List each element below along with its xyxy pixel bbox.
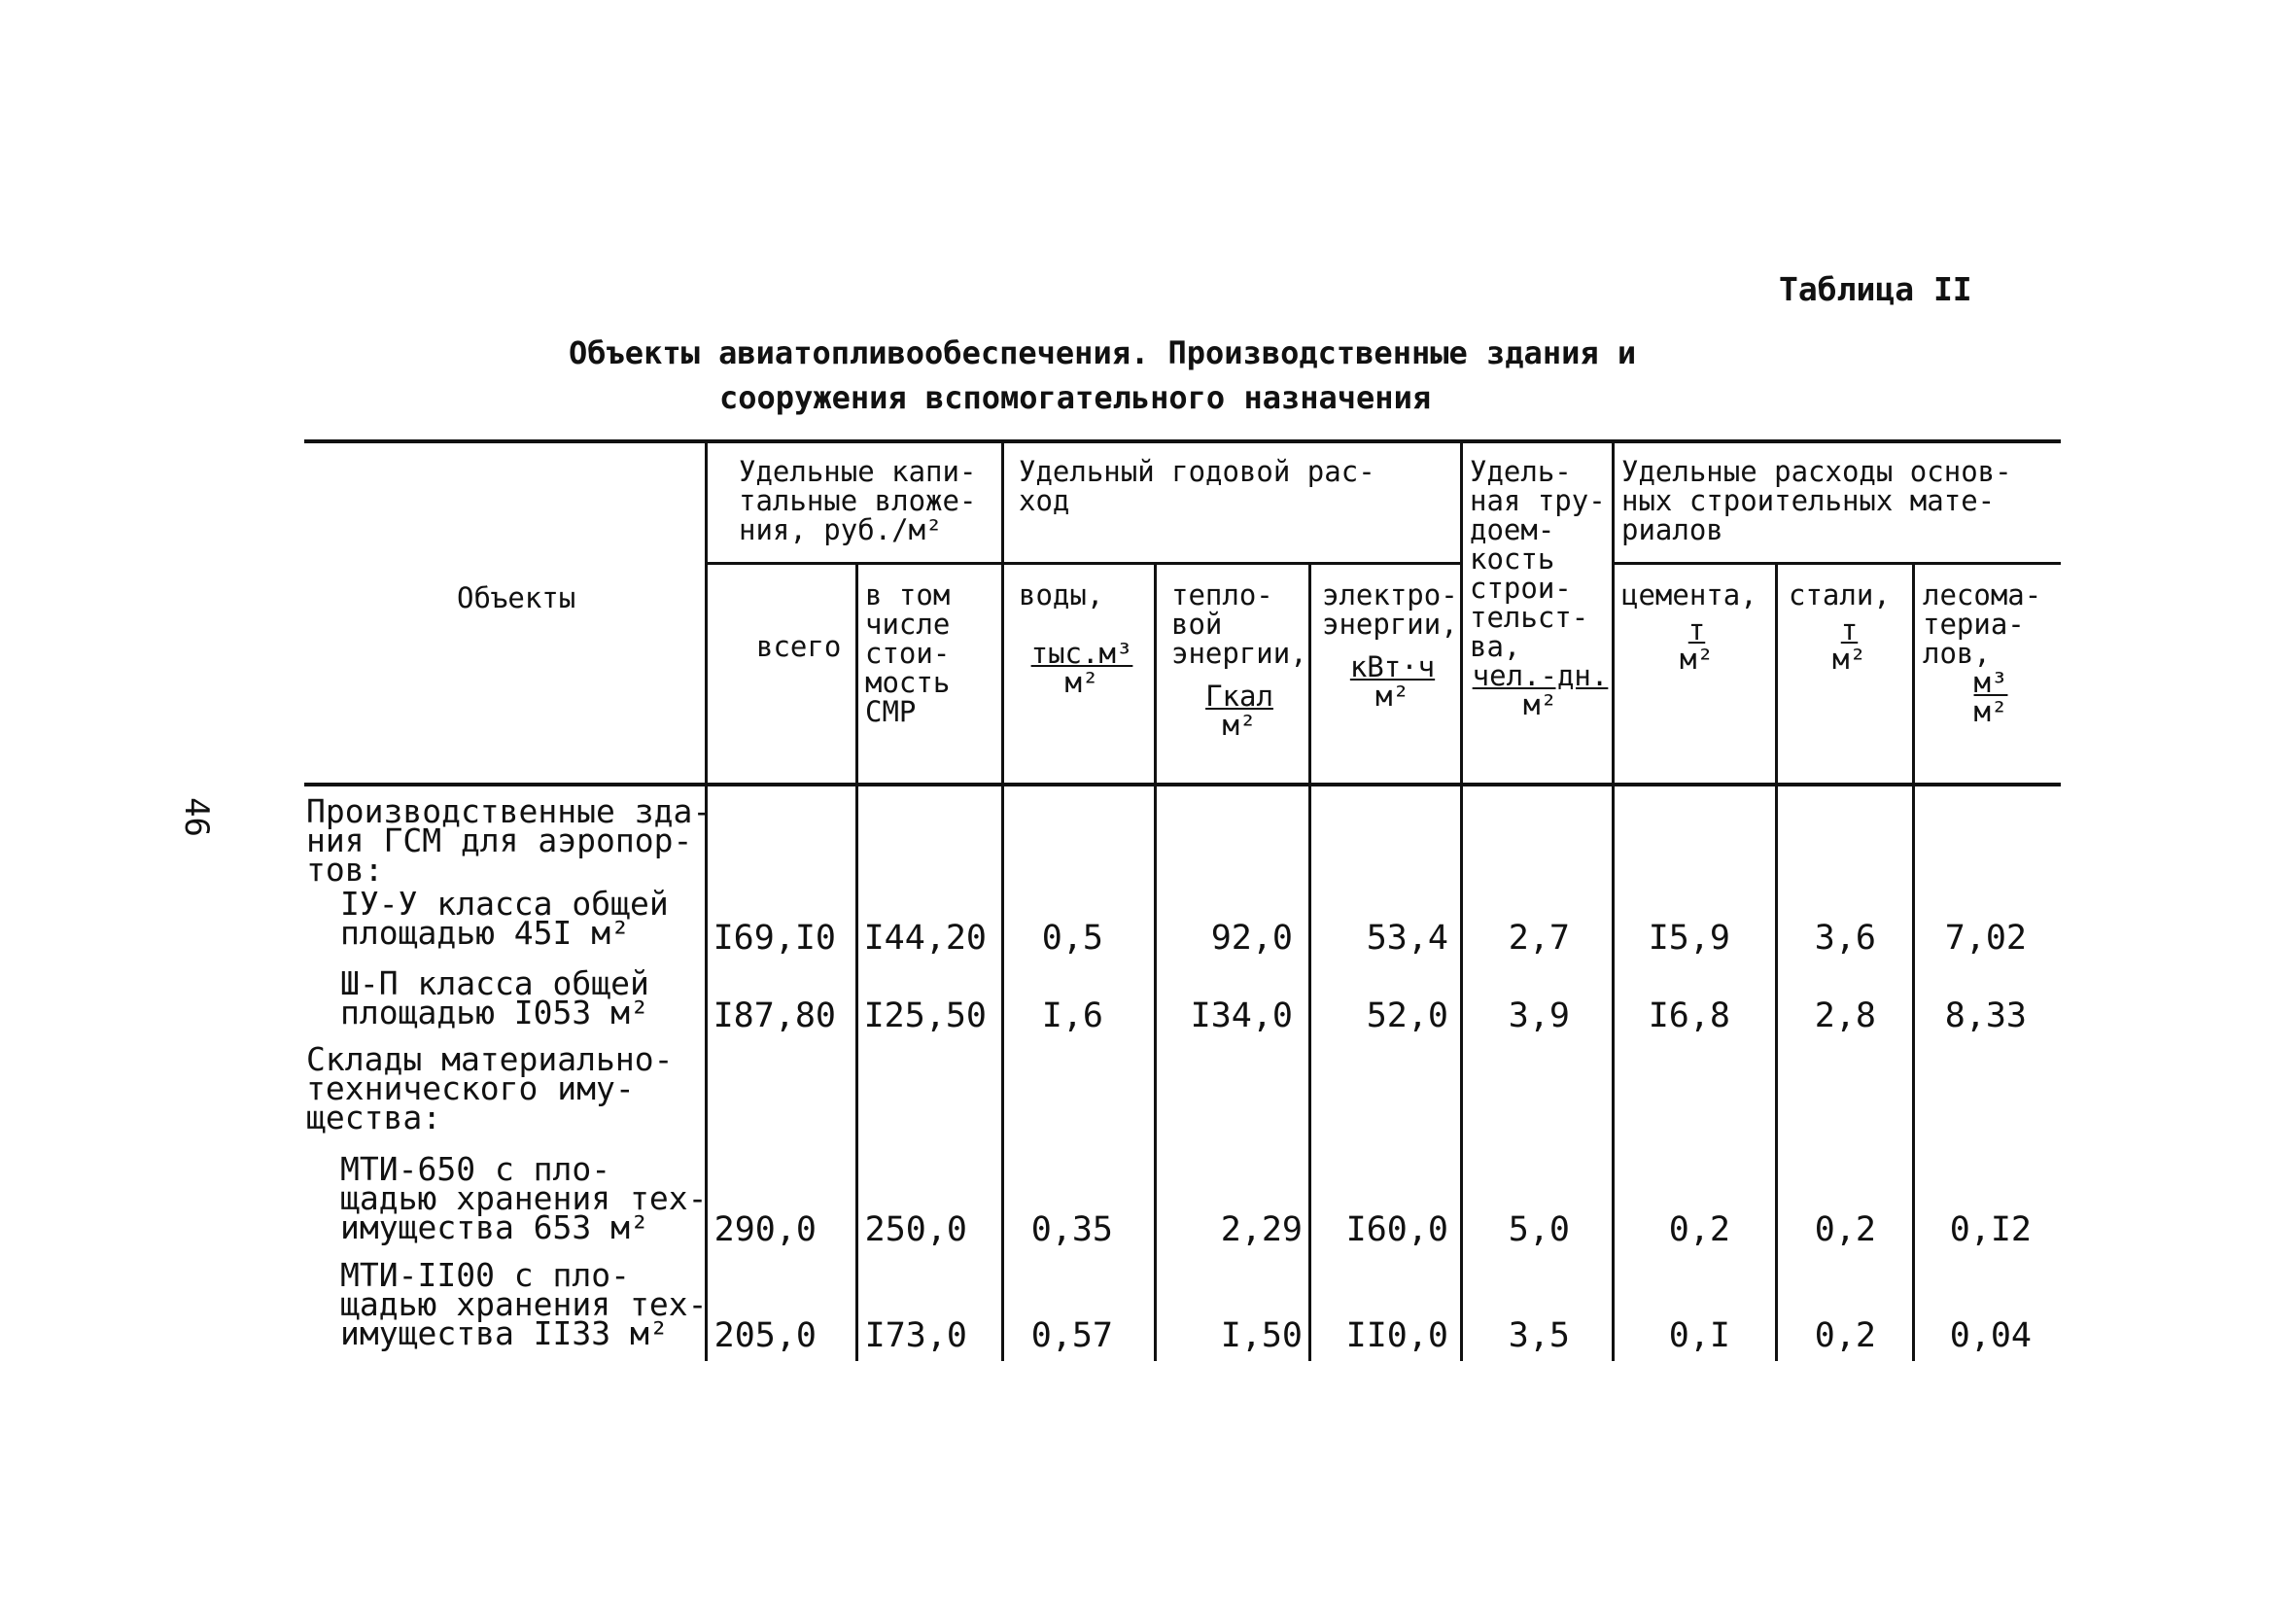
table-cell: I34,0 — [1190, 996, 1293, 1035]
header-materials-group: Удельные расходы основ- ных строительных мате- риалов — [1621, 455, 2012, 546]
row-name: IУ-У класса общей площадью 45I м² — [340, 885, 669, 952]
column-divider — [1775, 562, 1778, 1361]
header-electric: электро- энергии, кВт·ч м² — [1322, 578, 1458, 713]
table-cell: 2,29 — [1220, 1210, 1303, 1249]
table-cell: 2,7 — [1508, 919, 1570, 958]
group-subheader-rule-annual — [1001, 562, 1460, 565]
row-name: Ш-П класса общей площадью I053 м² — [340, 964, 649, 1031]
section-title-fuel-buildings: Производственные зда- ния ГСМ для аэропор- тов: — [306, 792, 713, 889]
table-cell: 0,2 — [1668, 1210, 1730, 1249]
table-cell: 0,57 — [1030, 1316, 1113, 1355]
header-objects: Объекты — [457, 581, 576, 614]
header-timber: лесома- териа- лов, м³ м² — [1923, 578, 2042, 728]
table-cell: 7,02 — [1944, 919, 2027, 958]
title-line-1: Объекты авиатопливообеспечения. Производственные здания и — [569, 334, 1637, 371]
table-cell: I25,50 — [863, 996, 987, 1035]
table-cell: 0,2 — [1814, 1210, 1876, 1249]
title-line-2: сооружения вспомогательного назначения — [719, 379, 1432, 416]
table-cell: 5,0 — [1508, 1210, 1570, 1249]
table-cell: II0,0 — [1345, 1316, 1448, 1355]
table-cell: I,50 — [1220, 1316, 1303, 1355]
table-cell: 290,0 — [713, 1210, 817, 1249]
group-subheader-rule-materials — [1612, 562, 2061, 565]
table-top-rule — [304, 439, 2061, 443]
table-cell: I60,0 — [1345, 1210, 1448, 1249]
table-title — [569, 331, 1735, 420]
header-cement: цемента, т м² — [1621, 578, 1757, 676]
table-cell: 8,33 — [1944, 996, 2027, 1035]
table-cell: I,6 — [1041, 996, 1103, 1035]
table-cell: I69,I0 — [713, 919, 836, 958]
header-steel: стали, т м² — [1789, 578, 1891, 676]
column-divider — [1001, 442, 1004, 1361]
table-cell: 205,0 — [713, 1316, 817, 1355]
table-cell: 3,9 — [1508, 996, 1570, 1035]
table-cell: I5,9 — [1648, 919, 1730, 958]
table-cell: 0,35 — [1030, 1210, 1113, 1249]
table-cell: 0,2 — [1814, 1316, 1876, 1355]
table-cell: 0,04 — [1949, 1316, 2032, 1355]
table-cell: 2,8 — [1814, 996, 1876, 1035]
table-cell: 92,0 — [1210, 919, 1293, 958]
header-capital-group: Удельные капи- тальные вложе- ния, руб./м² — [739, 455, 977, 546]
table-cell: I44,20 — [863, 919, 987, 958]
header-labor: Удель- ная тру- доем- кость строи- тельст- ва, чел.-дн. м² — [1470, 455, 1609, 721]
header-water: воды, тыс.м³ м² — [1019, 578, 1133, 699]
section-title-warehouses: Склады материально- технического иму- щества: — [306, 1040, 674, 1136]
group-subheader-rule-capital — [705, 562, 1001, 565]
table-cell: 0,5 — [1041, 919, 1103, 958]
table-cell: 3,6 — [1814, 919, 1876, 958]
table-cell: 52,0 — [1366, 996, 1448, 1035]
header-total: всего — [756, 630, 842, 663]
table-cell: 53,4 — [1366, 919, 1448, 958]
table-cell: I6,8 — [1648, 996, 1730, 1035]
table-cell: 250,0 — [864, 1210, 967, 1249]
column-divider — [1308, 562, 1311, 1361]
header-annual-group: Удельный годовой рас- ход — [1019, 455, 1375, 517]
header-smr: в том числе стои- мость СМР — [865, 578, 951, 728]
table-cell: 3,5 — [1508, 1316, 1570, 1355]
table-label: Таблица II — [1779, 270, 1972, 308]
header-heat: тепло- вой энергии, Гкал м² — [1171, 578, 1307, 742]
table-cell: 0,I — [1668, 1316, 1730, 1355]
table-cell: 0,I2 — [1949, 1210, 2032, 1249]
row-name: МТИ-650 с пло- щадью хранения тех- имущества 653 м² — [340, 1150, 708, 1246]
row-name: МТИ-II00 с пло- щадью хранения тех- имущества II33 м² — [340, 1256, 708, 1352]
column-divider — [855, 562, 858, 1361]
table-cell: I73,0 — [864, 1316, 967, 1355]
header-bottom-rule — [304, 783, 2061, 786]
page-number: 46 — [177, 797, 216, 837]
table-cell: I87,80 — [713, 996, 836, 1035]
